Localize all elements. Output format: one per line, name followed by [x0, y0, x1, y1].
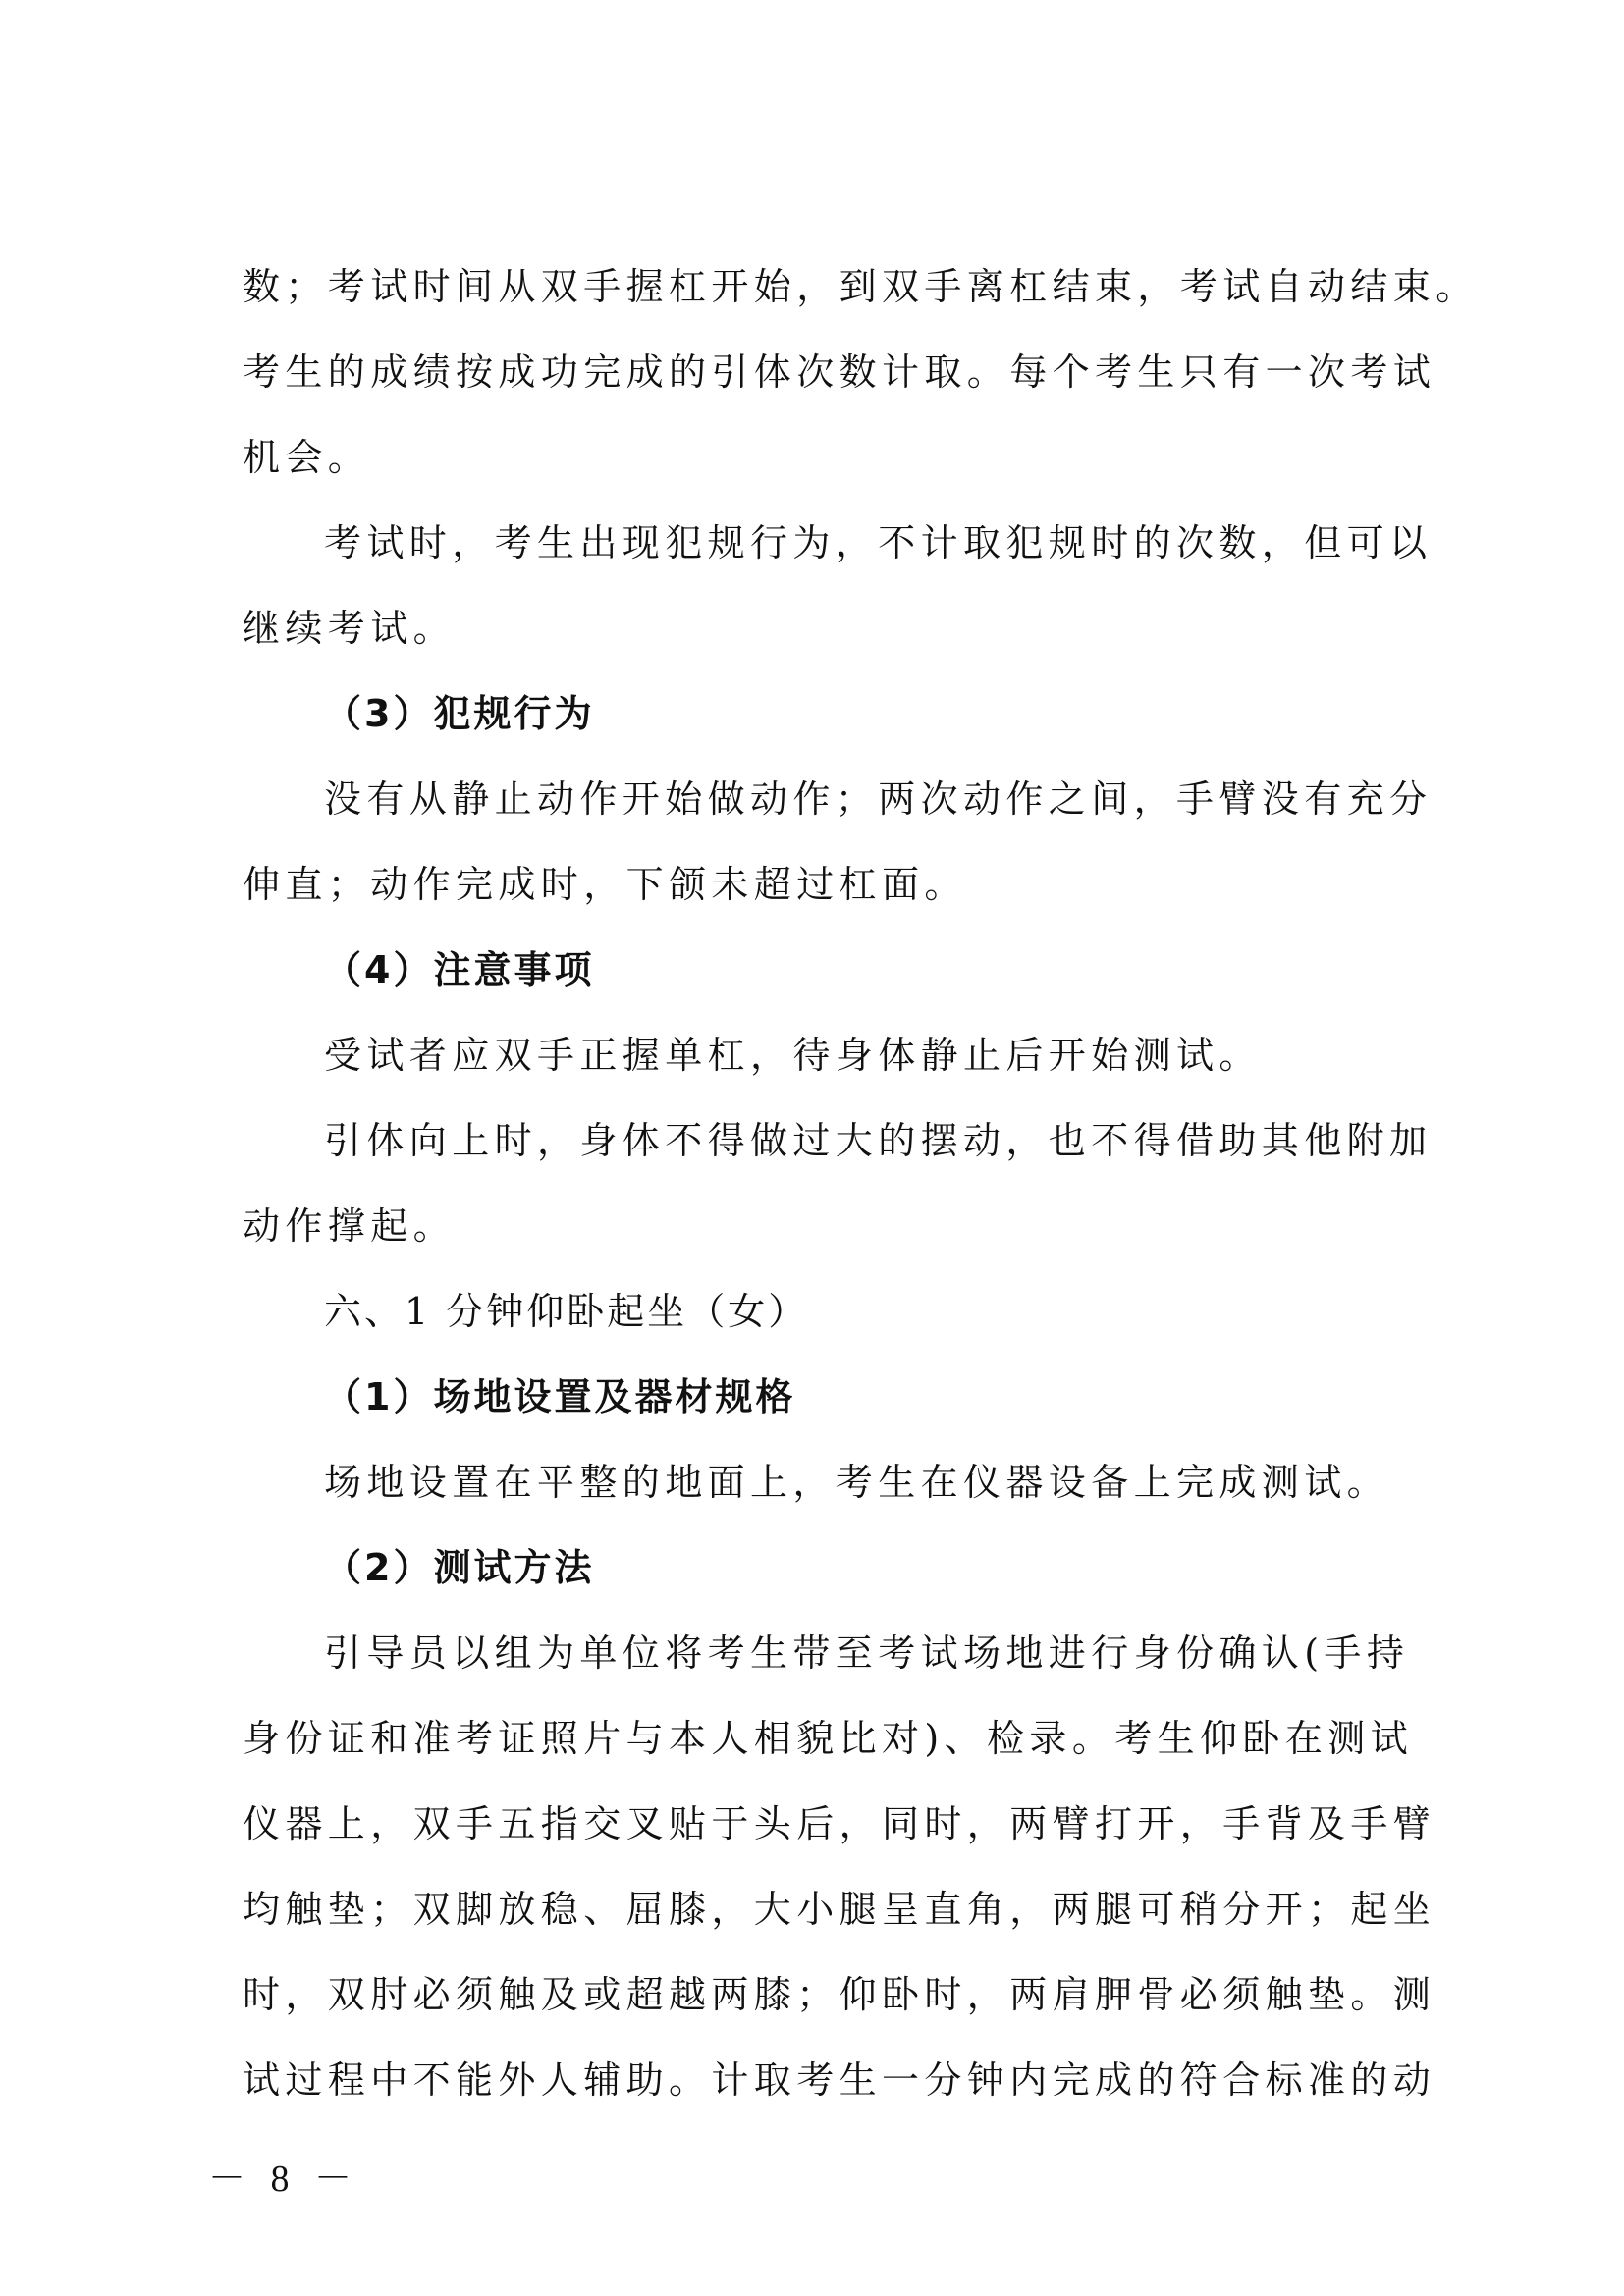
- body-line-7: 没有从静止动作开始做动作；两次动作之间，手臂没有充分: [324, 777, 1433, 821]
- page-number: － 8 －: [208, 2159, 360, 2200]
- body-line-10: 受试者应双手正握单杠，待身体静止后开始测试。: [324, 1034, 1262, 1077]
- body-line-1: 数；考试时间从双手握杠开始，到双手离杠结束，考试自动结束。: [243, 265, 1479, 308]
- section-heading-venue: （1）场地设置及器材规格: [324, 1375, 796, 1418]
- body-line-17: 引导员以组为单位将考生带至考试场地进行身份确认(手持: [324, 1631, 1410, 1675]
- section-heading-notes: （4）注意事项: [324, 948, 595, 991]
- body-line-18: 身份证和准考证照片与本人相貌比对)、检录。考生仰卧在测试: [243, 1717, 1414, 1760]
- body-line-5: 继续考试。: [243, 607, 457, 650]
- body-line-4: 考试时，考生出现犯规行为，不计取犯规时的次数，但可以: [324, 521, 1433, 564]
- body-line-3: 机会。: [243, 436, 371, 479]
- body-line-12: 动作撑起。: [243, 1204, 457, 1248]
- body-line-2: 考生的成绩按成功完成的引体次数计取。每个考生只有一次考试: [243, 350, 1436, 394]
- section-heading-violations: （3）犯规行为: [324, 692, 595, 735]
- section-heading-method: （2）测试方法: [324, 1546, 595, 1589]
- body-line-15: 场地设置在平整的地面上，考生在仪器设备上完成测试。: [324, 1461, 1390, 1504]
- body-line-21: 时，双肘必须触及或超越两膝；仰卧时，两肩胛骨必须触垫。测: [243, 1973, 1436, 2016]
- body-line-8: 伸直；动作完成时，下颌未超过杠面。: [243, 863, 967, 906]
- section-heading-situps: 六、1 分钟仰卧起坐（女）: [324, 1290, 809, 1333]
- body-line-19: 仪器上，双手五指交叉贴于头后，同时，两臂打开，手背及手臂: [243, 1802, 1436, 1845]
- body-line-22: 试过程中不能外人辅助。计取考生一分钟内完成的符合标准的动: [243, 2058, 1436, 2102]
- body-line-20: 均触垫；双脚放稳、屈膝，大小腿呈直角，两腿可稍分开；起坐: [243, 1888, 1436, 1931]
- body-line-11: 引体向上时，身体不得做过大的摆动，也不得借助其他附加: [324, 1119, 1433, 1162]
